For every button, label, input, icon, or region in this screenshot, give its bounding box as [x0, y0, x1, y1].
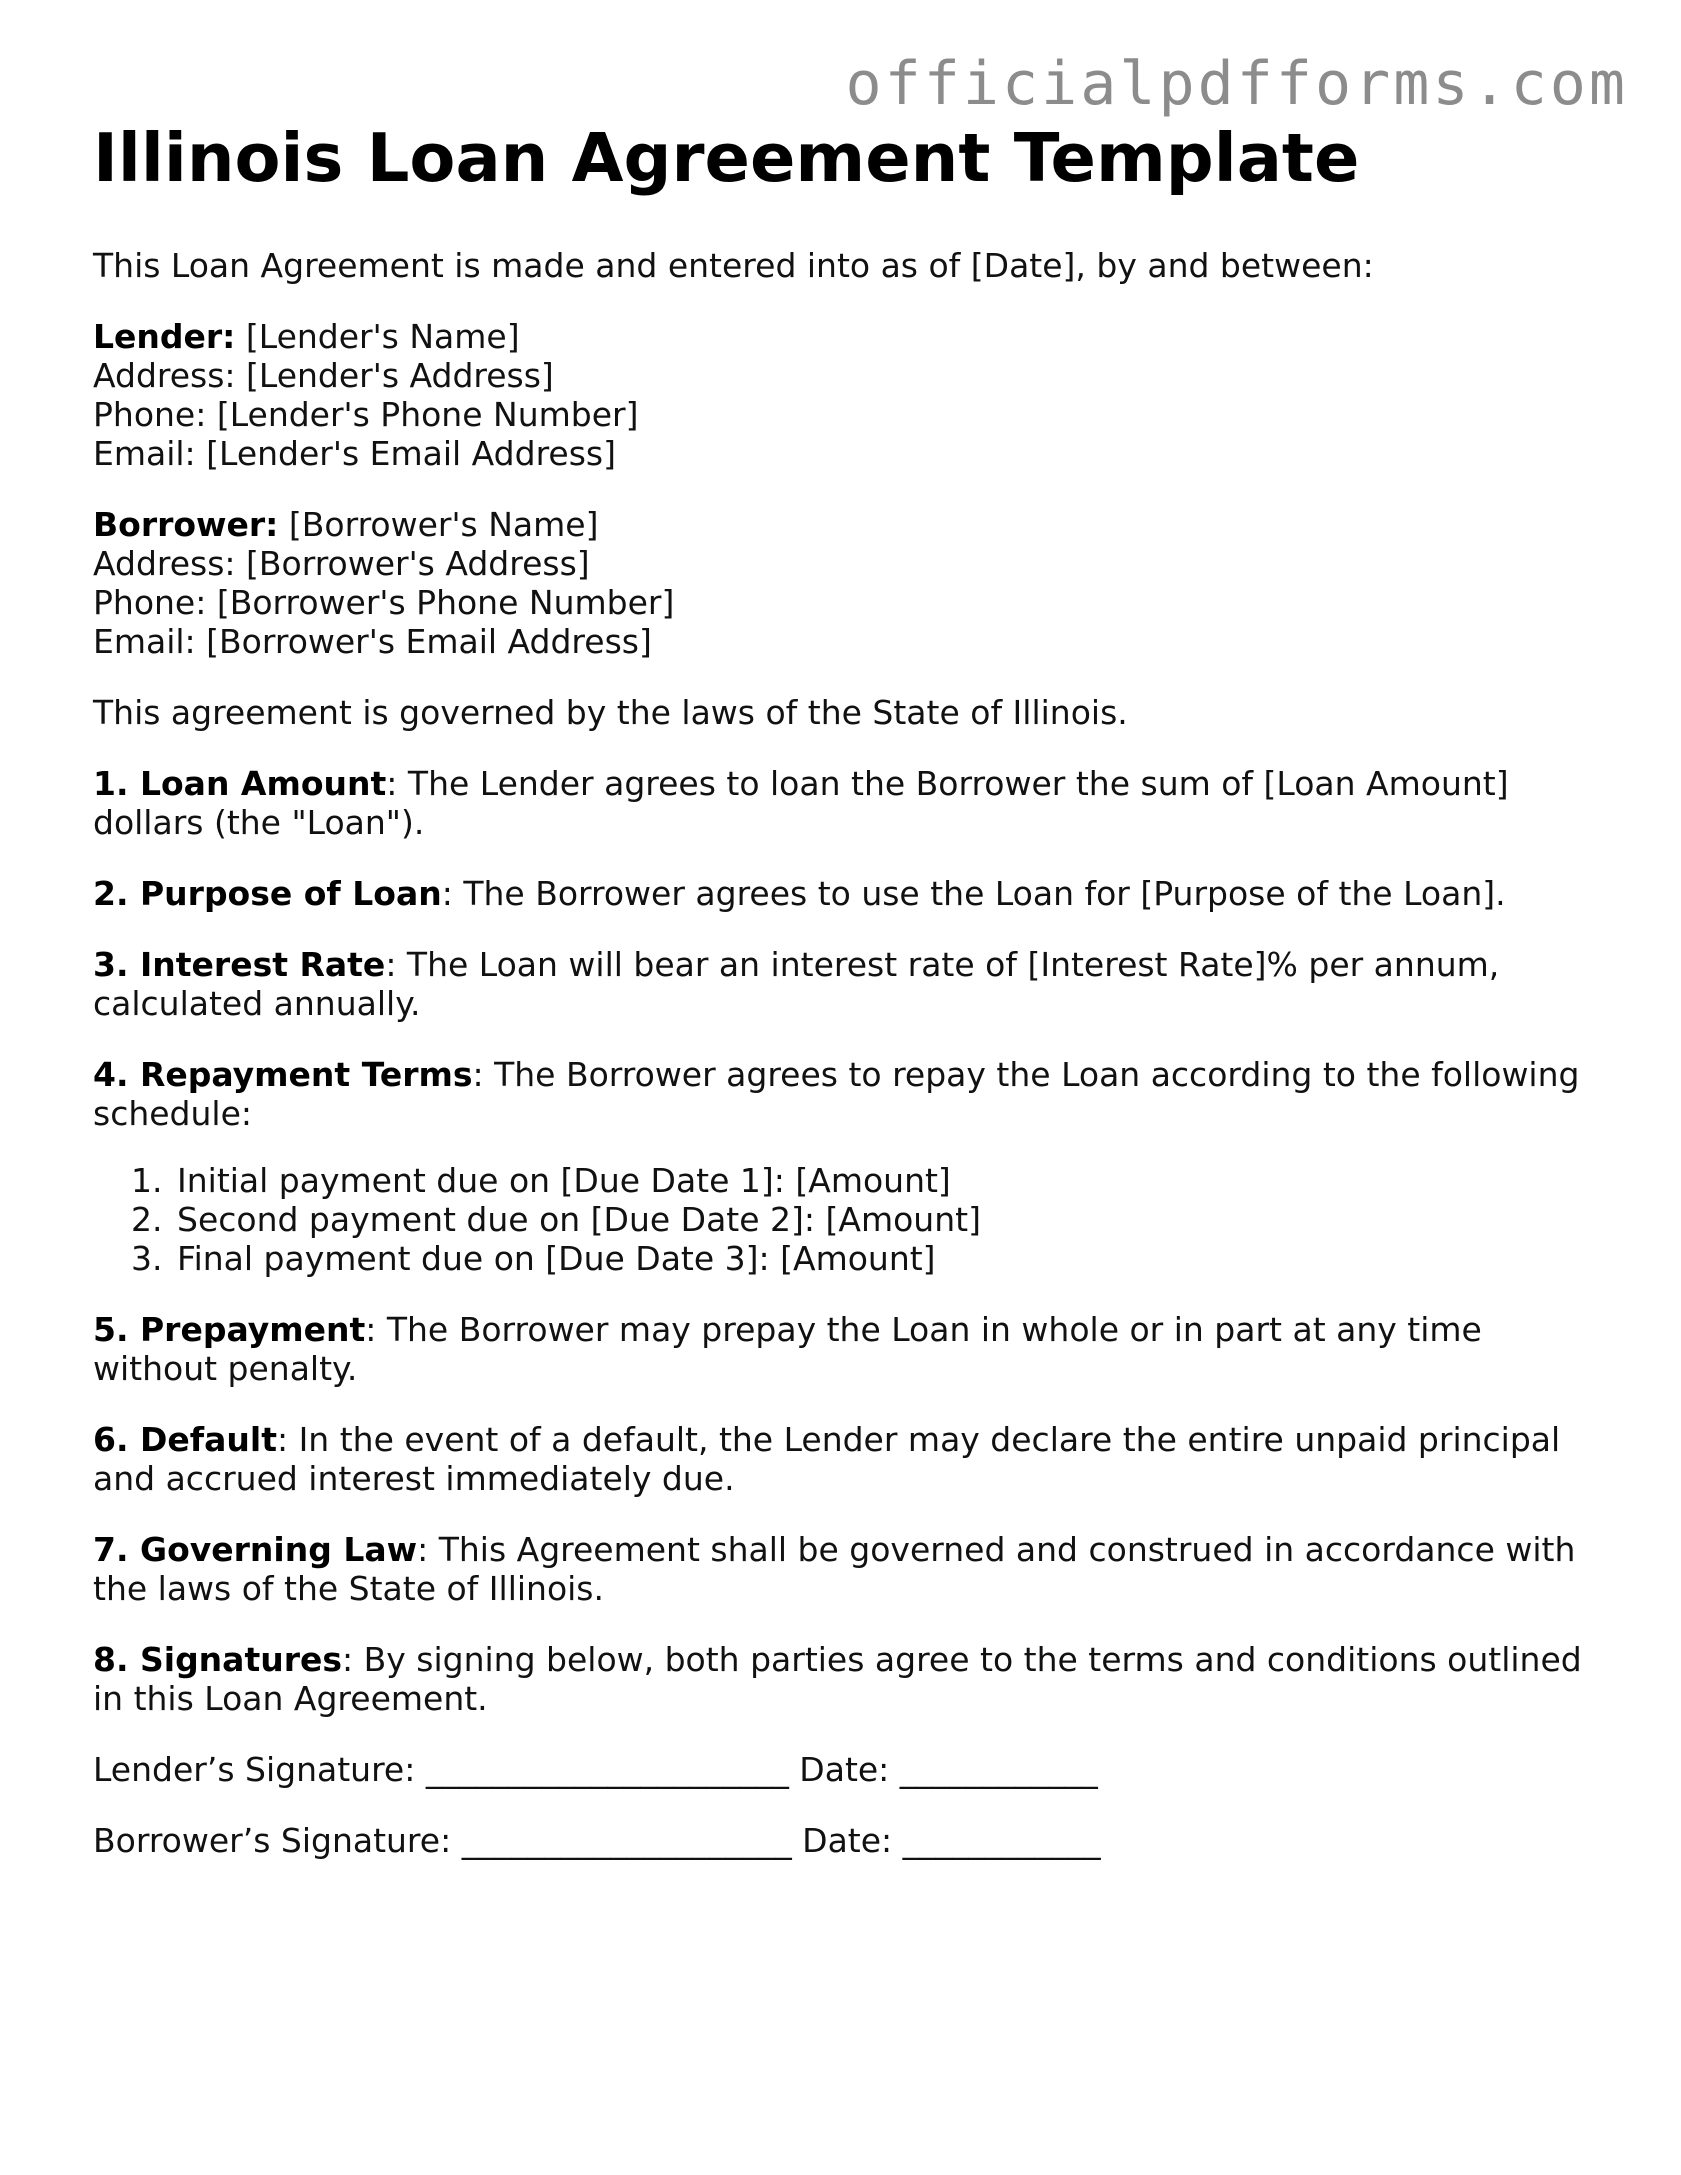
section-repayment-terms [93, 1055, 1613, 1133]
lender-label: Lender: [93, 317, 236, 356]
list-item: 2. Second payment due on [Due Date 2]: [Amount] [173, 1200, 1613, 1239]
section-governing-law [93, 1530, 1613, 1608]
section-heading: 7. Governing Law [93, 1530, 418, 1569]
lender-name: [Lender's Name] [245, 317, 520, 356]
section-text: : The Borrower agrees to repay the Loan according to the following schedule: [93, 1055, 1580, 1133]
list-item: 3. Final payment due on [Due Date 3]: [Amount] [173, 1239, 1613, 1278]
section-heading: 3. Interest Rate [93, 945, 386, 984]
borrower-address: Address: [Borrower's Address] [93, 544, 590, 583]
section-signatures [93, 1640, 1613, 1718]
section-heading: 6. Default [93, 1420, 277, 1459]
section-text: : The Borrower agrees to use the Loan for [Purpose of the Loan]. [441, 874, 1506, 913]
lender-email: Email: [Lender's Email Address] [93, 434, 616, 473]
borrower-email: Email: [Borrower's Email Address] [93, 622, 652, 661]
section-heading: 4. Repayment Terms [93, 1055, 473, 1094]
lender-address: Address: [Lender's Address] [93, 356, 554, 395]
lender-phone: Phone: [Lender's Phone Number] [93, 395, 639, 434]
section-text: : The Loan will bear an interest rate of [Interest Rate]% per annum, calculated annually. [93, 945, 1500, 1023]
section-heading: 1. Loan Amount [93, 764, 387, 803]
section-heading: 2. Purpose of Loan [93, 874, 442, 913]
borrower-phone: Phone: [Borrower's Phone Number] [93, 583, 675, 622]
watermark: officialpdfforms.com [845, 49, 1628, 119]
page-title: Illinois Loan Agreement Template [93, 119, 1360, 197]
section-text: : In the event of a default, the Lender may declare the entire unpaid principal and accrued interest immediately due. [93, 1420, 1561, 1498]
repayment-schedule-list [93, 1161, 1613, 1278]
intro-paragraph: This Loan Agreement is made and entered into as of [Date], by and between: [93, 246, 1374, 285]
governed-paragraph: This agreement is governed by the laws of the State of Illinois. [93, 693, 1128, 732]
section-text: : This Agreement shall be governed and construed in accordance with the laws of the State of Illinois. [93, 1530, 1576, 1608]
section-default [93, 1420, 1613, 1498]
lender-name-line [93, 317, 1613, 356]
section-purpose [93, 874, 1613, 913]
section-prepayment [93, 1310, 1613, 1388]
lender-signature-line[interactable]: Lender’s Signature: ______________________ Date: ____________ [93, 1750, 1098, 1789]
borrower-name-line [93, 505, 1613, 544]
borrower-name: [Borrower's Name] [288, 505, 599, 544]
section-text: : The Lender agrees to loan the Borrower the sum of [Loan Amount] dollars (the "Loan"). [93, 764, 1509, 842]
document-page [93, 118, 1613, 1892]
section-loan-amount [93, 764, 1613, 842]
borrower-block [93, 505, 1613, 661]
section-heading: 5. Prepayment [93, 1310, 366, 1349]
borrower-label: Borrower: [93, 505, 279, 544]
list-item: 1. Initial payment due on [Due Date 1]: [Amount] [173, 1161, 1613, 1200]
borrower-signature-line[interactable]: Borrower’s Signature: ____________________ Date: ____________ [93, 1821, 1101, 1860]
lender-block [93, 317, 1613, 473]
section-text: : By signing below, both parties agree to the terms and conditions outlined in this Loan Agreement. [93, 1640, 1582, 1718]
section-text: : The Borrower may prepay the Loan in whole or in part at any time without penalty. [93, 1310, 1482, 1388]
section-interest-rate [93, 945, 1613, 1023]
section-heading: 8. Signatures [93, 1640, 343, 1679]
